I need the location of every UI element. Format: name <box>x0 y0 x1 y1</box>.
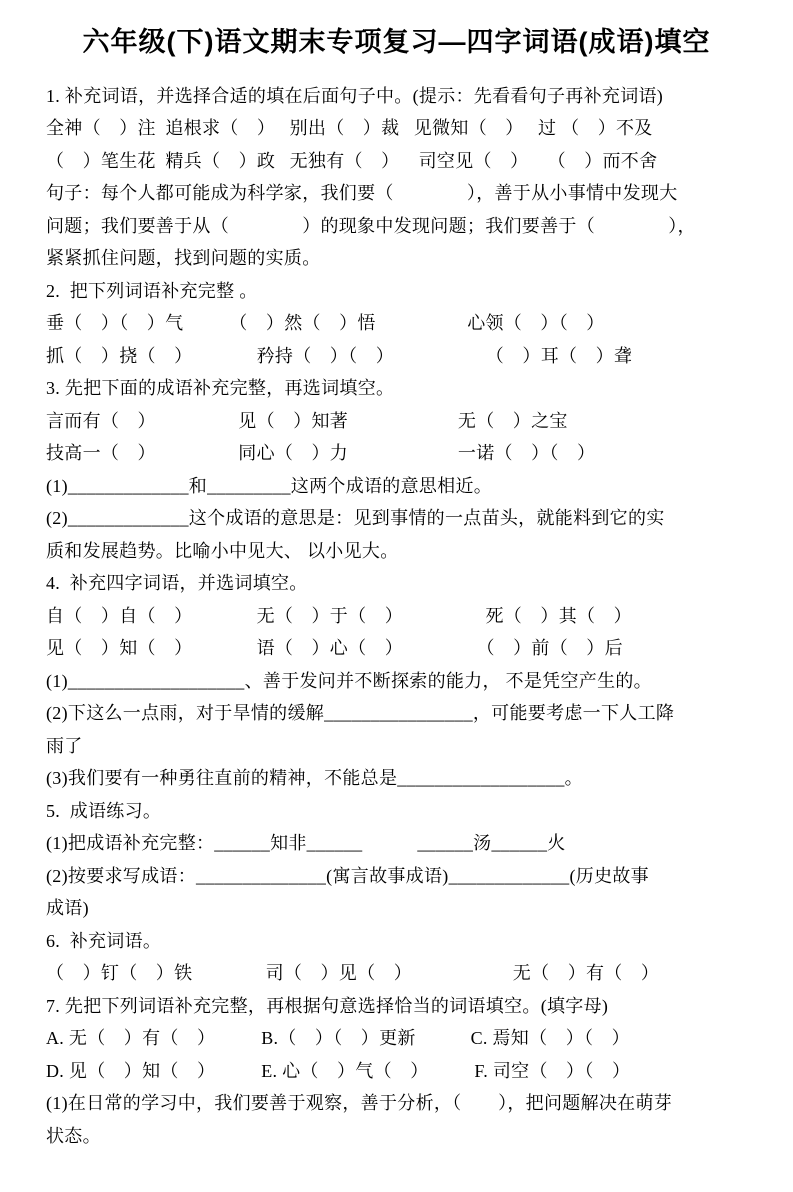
text-line: 3. 先把下面的成语补充完整，再选词填空。 <box>46 378 395 399</box>
text-line: （ ）笔生花 精兵（ ）政 无独有（ ） 司空见（ ） （ ）而不舍 <box>46 150 658 171</box>
section-q3 <box>46 372 747 567</box>
text-line: 质和发展趋势。比喻小中见大、 以小见大。 <box>46 540 399 561</box>
text-line: A. 无（ ）有（ ） B.（ ）（ ）更新 C. 焉知（ ）（ ） <box>46 1028 630 1049</box>
text-line: 见（ ）知（ ） 语（ ）心（ ） （ ）前（ ）后 <box>46 638 623 659</box>
text-line: 6. 补充词语。 <box>46 930 162 951</box>
text-line: (2)_____________这个成语的意思是：见到事情的一点苗头，就能料到它的实 <box>46 508 665 529</box>
text-line: 2. 把下列词语补充完整 。 <box>46 280 258 301</box>
section-q4 <box>46 567 747 795</box>
section-q2 <box>46 275 747 373</box>
text-line: 紧紧抓住问题，找到问题的实质。 <box>46 248 321 269</box>
text-line: 5. 成语练习。 <box>46 800 162 821</box>
text-line: (1)在日常的学习中，我们要善于观察，善于分析，（ ），把问题解决在萌芽 <box>46 1093 673 1114</box>
text-line: (1)___________________、善于发问并不断探索的能力， 不是凭空产生的。 <box>46 670 652 691</box>
text-line: 垂（ ）（ ）气 （ ）然（ ）悟 心领（ ）（ ） <box>46 313 605 334</box>
text-line: (1)把成语补充完整：______知非______ ______汤______火 <box>46 833 566 854</box>
text-line: (3)我们要有一种勇往直前的精神，不能总是__________________。 <box>46 768 583 789</box>
text-line: 状态。 <box>46 1125 101 1146</box>
worksheet-body <box>46 80 747 1153</box>
section-q7 <box>46 990 747 1153</box>
text-line: (1)_____________和_________这两个成语的意思相近。 <box>46 475 493 496</box>
text-line: 成语) <box>46 898 89 919</box>
text-line: （ ）钉（ ）铁 司（ ）见（ ） 无（ ）有（ ） <box>46 963 660 984</box>
section-q6 <box>46 925 747 990</box>
section-q1 <box>46 80 747 275</box>
text-line: 问题；我们要善于从（ ）的现象中发现问题；我们要善于（ ）， <box>46 215 696 236</box>
page-title: 六年级(下)语文期末专项复习—四字词语(成语)填空 <box>82 27 711 57</box>
text-line: 全神（ ）注 追根求（ ） 别出（ ）裁 见微知（ ） 过 （ ）不及 <box>46 118 653 139</box>
text-line: (2)下这么一点雨，对于旱情的缓解________________，可能要考虑一下人工降 <box>46 703 675 724</box>
text-line: 雨了 <box>46 735 83 756</box>
text-line: 抓（ ）挠（ ） 矜持（ ）（ ） （ ）耳（ ）聋 <box>46 345 633 366</box>
text-line: 自（ ）自（ ） 无（ ）于（ ） 死（ ）其（ ） <box>46 605 632 626</box>
text-line: 技高一（ ） 同心（ ）力 一诺（ ）（ ） <box>46 443 596 464</box>
text-line: 句子：每个人都可能成为科学家，我们要（ ），善于从小事情中发现大 <box>46 183 678 204</box>
text-line: D. 见（ ）知（ ） E. 心（ ）气（ ） F. 司空（ ）（ ） <box>46 1060 631 1081</box>
text-line: 4. 补充四字词语，并选词填空。 <box>46 573 308 594</box>
text-line: (2)按要求写成语：______________(寓言故事成语)_____________(历史故事 <box>46 865 649 886</box>
text-line: 7. 先把下列词语补充完整，再根据句意选择恰当的词语填空。(填字母) <box>46 995 609 1016</box>
text-line: 言而有（ ） 见（ ）知著 无（ ）之宝 <box>46 410 568 431</box>
section-q5 <box>46 795 747 925</box>
text-line: 1. 补充词语，并选择合适的填在后面句子中。(提示：先看看句子再补充词语) <box>46 85 664 106</box>
